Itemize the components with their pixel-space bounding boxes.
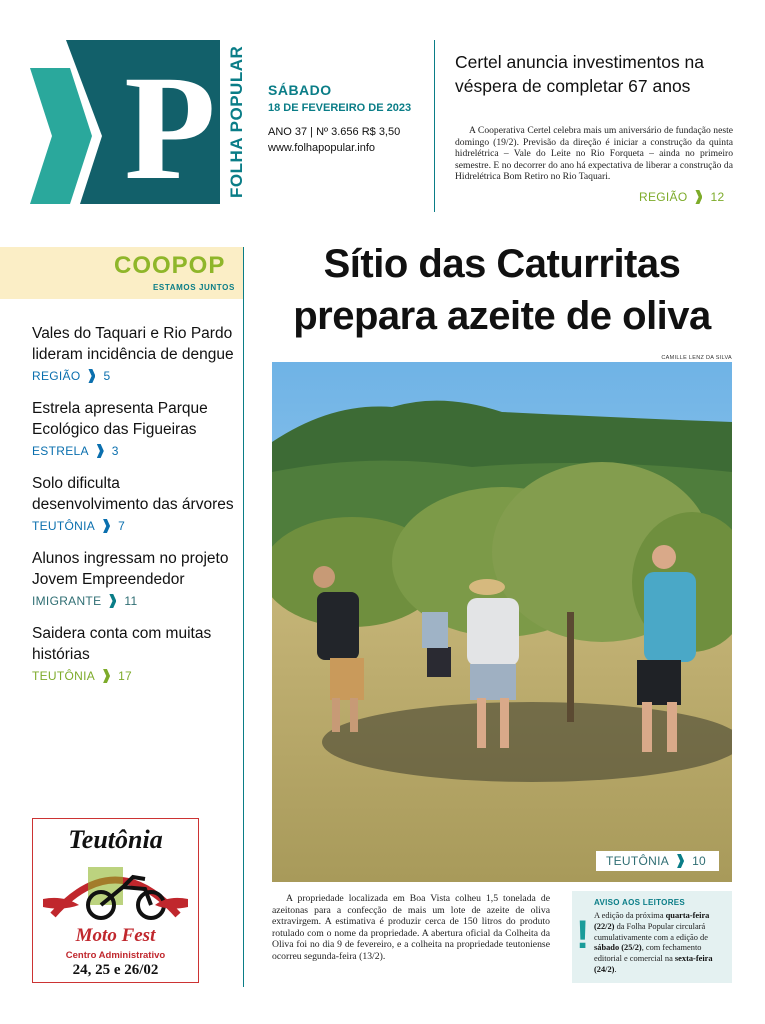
ref-page: 3 — [111, 444, 119, 458]
notice-text: A edição da próxima quarta-feira (22/2) da Folha Popular circulará cumulativamente com a edição de sábado (25/2), com fechamento editorial e comercial na sexta-feira (24/2). — [594, 911, 713, 974]
ad-event-name: Moto Fest — [75, 925, 156, 946]
list-item[interactable] — [32, 323, 237, 383]
top-story-ref[interactable] — [639, 190, 724, 204]
sidebar-item-ref — [32, 444, 237, 458]
sidebar-item-title: Saidera conta com muitas histórias — [32, 625, 212, 663]
list-item[interactable] — [32, 473, 237, 533]
photo-ref[interactable] — [596, 851, 719, 871]
sidebar-item-ref — [32, 594, 237, 608]
sidebar-item-ref — [32, 519, 237, 533]
ref-page: 11 — [124, 594, 138, 608]
logo-letter: P — [124, 45, 216, 206]
olive-harvest-photo[interactable] — [272, 362, 732, 882]
sidebar-item-title: Solo dificulta desenvolvimento das árvores — [32, 475, 234, 513]
ref-section: TEUTÔNIA — [32, 669, 96, 683]
sidebar-divider — [243, 247, 244, 987]
edition-day: SÁBADO — [268, 82, 332, 98]
ref-page: 7 — [118, 519, 126, 533]
notice-title: AVISO AOS LEITORES — [594, 898, 686, 907]
sponsor-tagline: ESTAMOS JUNTOS — [153, 283, 235, 292]
ref-page: 5 — [103, 369, 111, 383]
sidebar-item-title: Estrela apresenta Parque Ecológico das Figueiras — [32, 400, 208, 438]
moto-fest-ad[interactable] — [32, 818, 199, 983]
chevron-right-icon — [103, 519, 110, 533]
reader-notice — [572, 891, 732, 983]
sidebar-item-ref — [32, 669, 237, 683]
main-headline[interactable] — [272, 238, 732, 342]
ref-page: 12 — [710, 190, 725, 204]
masthead-logo — [30, 38, 250, 206]
chevron-right-icon — [88, 369, 95, 383]
sidebar-item-title: Alunos ingressam no projeto Jovem Empreendedor — [32, 550, 229, 588]
chevron-right-icon — [695, 190, 702, 204]
ad-title: Teutônia — [68, 825, 163, 854]
ref-section: ESTRELA — [32, 444, 89, 458]
ad-dates: 24, 25 e 26/02 — [72, 962, 159, 978]
ref-section: REGIÃO — [639, 190, 688, 204]
ref-page: 17 — [118, 669, 133, 683]
website-link[interactable]: www.folhapopular.info — [268, 142, 376, 154]
ref-section: TEUTÔNIA — [606, 854, 670, 868]
chevron-right-icon — [677, 854, 684, 868]
motorcycle-illustration — [33, 855, 198, 927]
chevron-right-icon — [97, 444, 104, 458]
masthead-info — [268, 82, 433, 154]
ref-section: TEUTÔNIA — [32, 519, 96, 533]
list-item[interactable] — [32, 623, 237, 683]
photo-credit: CAMILLE LENZ DA SILVA — [661, 355, 732, 361]
logo-vertical-name: FOLHA POPULAR — [227, 45, 246, 198]
top-story-body: A Cooperativa Certel celebra mais um aniversário de fundação neste domingo (19/2). Previsão da direção é iniciar a construção da quinta hidrelétrica – Vale do Leite no Rio Forqueta – ainda no primeiro semestre. E no decorrer do ano há expectativa de liberar a construção da Hidrelétrica Bom Retiro no Rio Taquari. — [455, 125, 733, 183]
edition-date: 18 DE FEVEREIRO DE 2023 — [268, 102, 412, 114]
sidebar-item-title: Vales do Taquari e Rio Pardo lideram incidência de dengue — [32, 325, 234, 363]
masthead-divider — [434, 40, 435, 212]
headline-line-1: Sítio das Caturritas — [323, 242, 681, 286]
top-story-title[interactable]: Certel anuncia investimentos na véspera de completar 67 anos — [455, 52, 705, 96]
sidebar-list — [32, 323, 237, 698]
ref-section: IMIGRANTE — [32, 594, 102, 608]
ref-page: 10 — [692, 854, 707, 868]
list-item[interactable] — [32, 548, 237, 608]
sponsor-logo: COOPOP — [114, 252, 226, 279]
ref-section: REGIÃO — [32, 369, 81, 383]
ad-venue: Centro Administrativo — [65, 950, 166, 961]
headline-line-2: prepara azeite de oliva — [293, 294, 711, 338]
chevron-right-icon — [103, 669, 110, 683]
main-story-caption: A propriedade localizada em Boa Vista colheu 1,5 tonelada de azeitonas para a confecção de mais um lote de azeite de oliva extravirgem. A estimativa é produzir cerca de 150 litros do produto rotulado com o nome da propriedade. A abertura oficial da Colheita da Oliva foi no dia 9 de fevereiro, e a colheita na propriedade teutoniense ocorreu segunda-feira (13/2). — [272, 893, 550, 962]
edition-issue: ANO 37 | Nº 3.656 R$ 3,50 — [268, 126, 401, 138]
list-item[interactable] — [32, 398, 237, 458]
exclamation-icon: ! — [576, 913, 590, 957]
chevron-right-icon — [109, 594, 116, 608]
sidebar-item-ref — [32, 369, 237, 383]
